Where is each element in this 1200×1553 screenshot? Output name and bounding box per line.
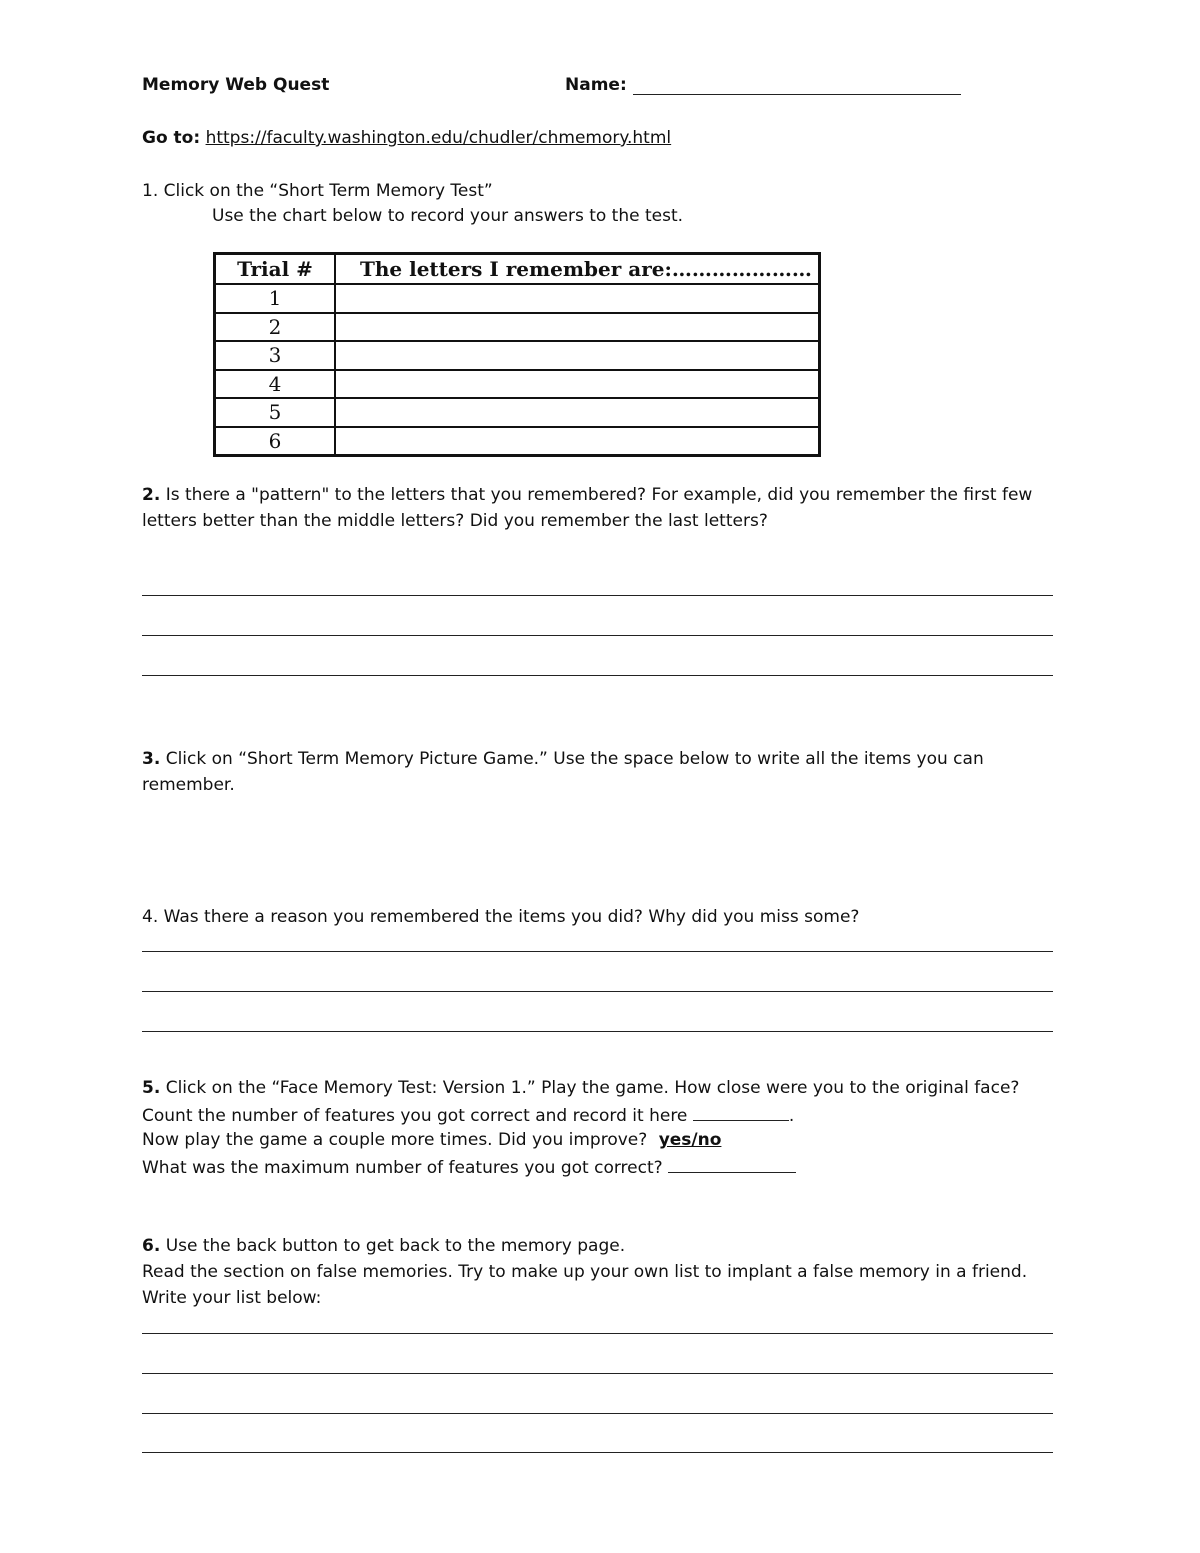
q5-line1 — [142, 1078, 1019, 1098]
table-row — [215, 341, 820, 370]
table-row — [215, 284, 820, 313]
answer-line[interactable] — [142, 1413, 1053, 1414]
q4-number: 4. — [142, 907, 159, 927]
trial-number: 4 — [215, 370, 336, 399]
letters-cell[interactable] — [335, 370, 820, 399]
name-blank[interactable] — [633, 78, 961, 95]
q5-text: Click on the “Face Memory Test: Version 1.” Play the game. How close were you to the original face? — [165, 1078, 1020, 1098]
answer-line[interactable] — [142, 595, 1053, 596]
q3-line2: remember. — [142, 775, 235, 795]
trial-number: 1 — [215, 284, 336, 313]
q2-number: 2. — [142, 485, 161, 505]
q2-line1 — [142, 485, 1032, 505]
q6-line2: Read the section on false memories. Try to make up your own list to implant a false memory in a friend. — [142, 1262, 1028, 1282]
q5-improve-text: Now play the game a couple more times. Did you improve? — [142, 1130, 648, 1150]
letters-cell[interactable] — [335, 398, 820, 427]
q6-text: Use the back button to get back to the memory page. — [165, 1236, 626, 1256]
q3-number: 3. — [142, 749, 161, 769]
q4-line1 — [142, 907, 859, 927]
letters-cell[interactable] — [335, 313, 820, 342]
table-header-letters: The letters I remember are:………………… — [335, 254, 820, 285]
yes-no-choice[interactable]: yes/no — [658, 1130, 722, 1150]
trial-table — [213, 252, 821, 457]
answer-line[interactable] — [142, 1031, 1053, 1032]
trial-number: 5 — [215, 398, 336, 427]
q6-line3: Write your list below: — [142, 1288, 322, 1308]
name-label: Name: — [565, 75, 627, 95]
table-row — [215, 370, 820, 399]
feature-count-blank[interactable] — [693, 1104, 789, 1121]
q3-text: Click on “Short Term Memory Picture Game.” Use the space below to write all the items you can — [165, 749, 984, 769]
letters-cell[interactable] — [335, 427, 820, 456]
table-row — [215, 398, 820, 427]
letters-cell[interactable] — [335, 341, 820, 370]
table-header-row — [215, 254, 820, 285]
trial-number: 3 — [215, 341, 336, 370]
q4-text: Was there a reason you remembered the items you did? Why did you miss some? — [163, 907, 860, 927]
q6-line1 — [142, 1236, 625, 1256]
q5-max-text: What was the maximum number of features you got correct? — [142, 1158, 663, 1178]
table-header-trial: Trial # — [215, 254, 336, 285]
q5-line3 — [142, 1130, 721, 1150]
q1-line1 — [142, 181, 493, 201]
answer-line[interactable] — [142, 991, 1053, 992]
q6-number: 6. — [142, 1236, 161, 1256]
page-title: Memory Web Quest — [142, 75, 330, 95]
q1-number: 1. — [142, 181, 159, 201]
answer-line[interactable] — [142, 1452, 1053, 1453]
goto-line — [142, 128, 671, 148]
q5-number: 5. — [142, 1078, 161, 1098]
answer-line[interactable] — [142, 951, 1053, 952]
max-features-blank[interactable] — [668, 1156, 796, 1173]
goto-label: Go to: — [142, 128, 201, 148]
table-row — [215, 427, 820, 456]
answer-line[interactable] — [142, 1373, 1053, 1374]
q1-line2: Use the chart below to record your answers to the test. — [212, 206, 684, 226]
answer-line[interactable] — [142, 635, 1053, 636]
q1-text: Click on the “Short Term Memory Test” — [163, 181, 493, 201]
table-row — [215, 313, 820, 342]
trial-number: 2 — [215, 313, 336, 342]
q2-line2: letters better than the middle letters? Did you remember the last letters? — [142, 511, 768, 531]
goto-link[interactable]: https://faculty.washington.edu/chudler/chmemory.html — [205, 128, 672, 148]
trial-number: 6 — [215, 427, 336, 456]
q5-count-text: Count the number of features you got correct and record it here — [142, 1106, 688, 1126]
answer-line[interactable] — [142, 1333, 1053, 1334]
q5-line2: Count the number of features you got correct and record it here . — [142, 1106, 795, 1126]
q3-line1 — [142, 749, 984, 769]
answer-line[interactable] — [142, 675, 1053, 676]
letters-cell[interactable] — [335, 284, 820, 313]
q5-line4 — [142, 1156, 796, 1178]
q2-text: Is there a "pattern" to the letters that you remembered? For example, did you remember the first few — [165, 485, 1033, 505]
